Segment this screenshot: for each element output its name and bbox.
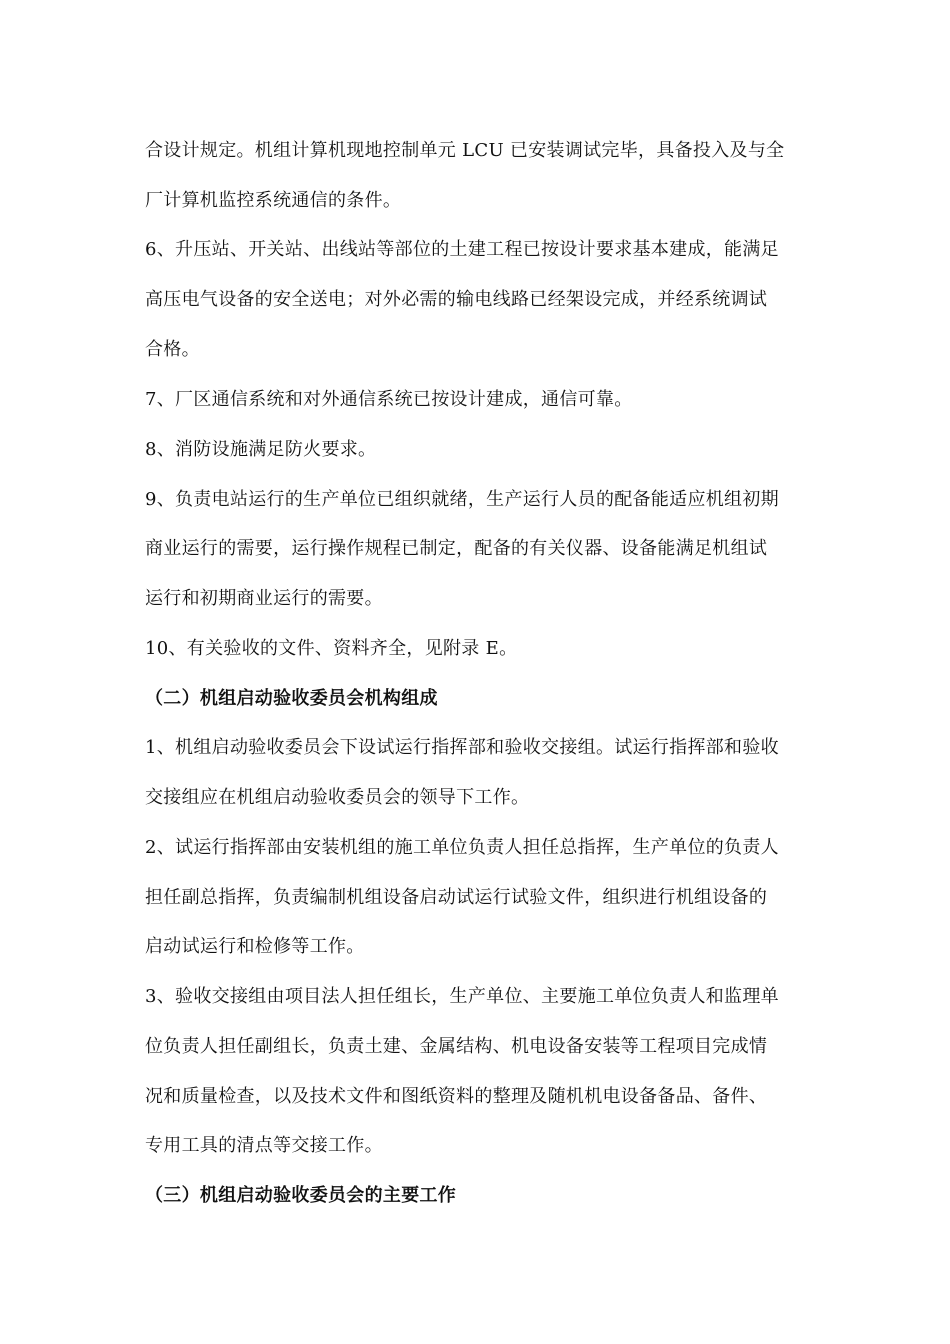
text-line: 运行和初期商业运行的需要。 [145,588,383,609]
section-heading: （三）机组启动验收委员会的主要工作 [145,1185,457,1206]
text-line: 厂计算机监控系统通信的条件。 [145,190,402,211]
text-line: 况和质量检查，以及技术文件和图纸资料的整理及随机机电设备备品、备件、 [145,1086,768,1107]
text-line: 3、验收交接组由项目法人担任组长，生产单位、主要施工单位负责人和监理单 [145,986,779,1007]
text-line: 专用工具的清点等交接工作。 [145,1135,383,1156]
text-line: 担任副总指挥，负责编制机组设备启动试运行试验文件，组织进行机组设备的 [145,887,768,908]
text-line: 商业运行的需要，运行操作规程已制定，配备的有关仪器、设备能满足机组试 [145,538,768,559]
text-line: 启动试运行和检修等工作。 [145,936,365,957]
text-line: 合设计规定。机组计算机现地控制单元 LCU 已安装调试完毕，具备投入及与全 [145,140,785,161]
text-line: 10、有关验收的文件、资料齐全，见附录 E。 [145,638,518,659]
text-line: 8、消防设施满足防火要求。 [145,439,377,460]
text-line: 高压电气设备的安全送电；对外必需的输电线路已经架设完成，并经系统调试 [145,289,768,310]
text-line: 合格。 [145,339,200,360]
text-line: 2、试运行指挥部由安装机组的施工单位负责人担任总指挥，生产单位的负责人 [145,837,779,858]
text-line: 6、升压站、开关站、出线站等部位的土建工程已按设计要求基本建成，能满足 [145,239,779,260]
text-line: 9、负责电站运行的生产单位已组织就绪，生产运行人员的配备能适应机组初期 [145,489,779,510]
text-line: 交接组应在机组启动验收委员会的领导下工作。 [145,787,530,808]
text-line: 位负责人担任副组长，负责土建、金属结构、机电设备安装等工程项目完成情 [145,1036,768,1057]
text-line: 7、厂区通信系统和对外通信系统已按设计建成，通信可靠。 [145,389,633,410]
text-line: 1、机组启动验收委员会下设试运行指挥部和验收交接组。试运行指挥部和验收 [145,737,779,758]
section-heading: （二）机组启动验收委员会机构组成 [145,688,438,709]
